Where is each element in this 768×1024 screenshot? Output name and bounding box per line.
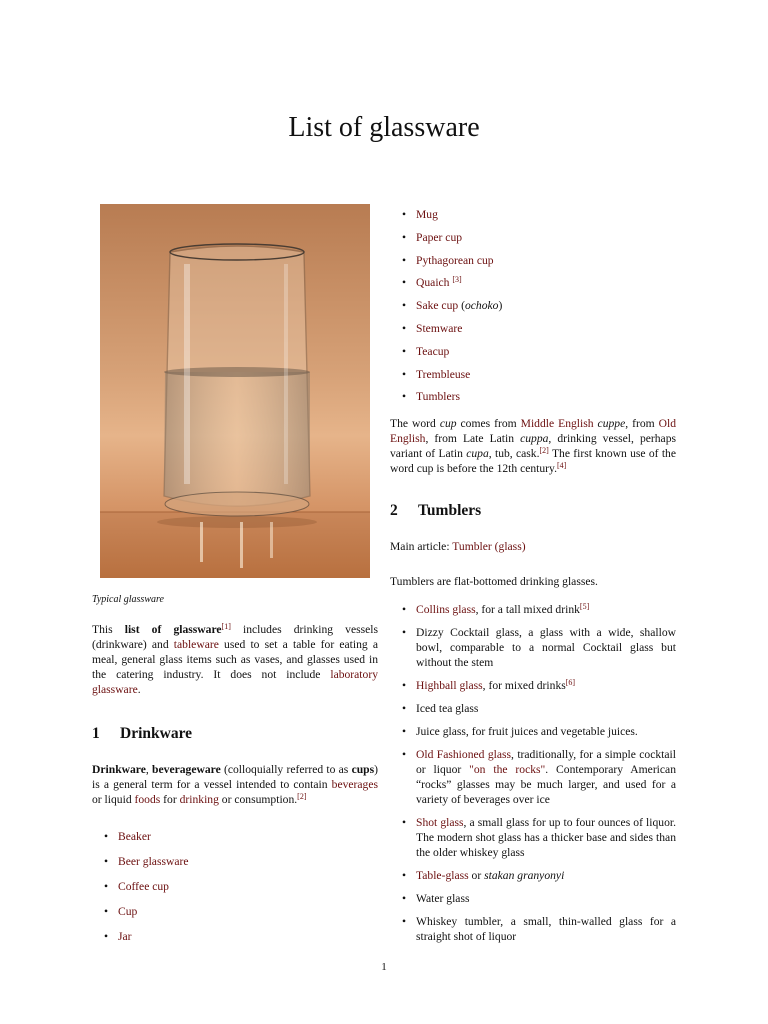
text: for xyxy=(160,793,180,806)
list-item: • Water glass xyxy=(390,891,676,906)
list-item-link[interactable]: Coffee cup xyxy=(118,880,169,893)
figure-caption: Typical glassware xyxy=(92,594,164,605)
text: or consumption. xyxy=(218,793,298,806)
bold-term: beverageware xyxy=(152,763,221,776)
list-item xyxy=(92,824,378,849)
highball-glass-link[interactable]: Highball glass xyxy=(416,679,483,692)
list-item-link[interactable]: Tumblers xyxy=(416,390,461,404)
italic-term: cup xyxy=(439,417,457,430)
text: , a small glass for up to four ounces of liquor. The modern shot glass has a thicker base and sides than the older whiskey glass xyxy=(416,816,676,859)
list-item xyxy=(390,272,676,295)
list-item: • Whiskey tumbler, a small, thin-walled glass for a straight shot of liquor xyxy=(390,914,676,944)
list-item xyxy=(390,227,676,250)
list-item xyxy=(92,924,378,949)
list-item-link[interactable]: Cup xyxy=(118,905,138,918)
section-number: 1 xyxy=(92,725,100,742)
glass-illustration xyxy=(100,204,370,578)
citation-link[interactable]: [5] xyxy=(579,602,590,611)
text: , from Late Latin xyxy=(425,432,521,445)
text: comes from xyxy=(456,417,521,430)
foods-link[interactable]: foods xyxy=(134,793,161,806)
drinking-link[interactable]: drinking xyxy=(179,793,219,806)
old-english-link[interactable]: Old English xyxy=(390,417,677,445)
text: Main article: xyxy=(390,540,453,553)
list-item xyxy=(92,849,378,874)
on-the-rocks-link[interactable]: "on the rocks" xyxy=(469,763,546,776)
cup-etymology-paragraph xyxy=(390,416,676,476)
list-item: • Dizzy Cocktail glass, a glass with a wide, shallow bowl, comparable to a normal Cocktail glass but without the stem xyxy=(390,625,676,670)
list-item-link[interactable]: Stemware xyxy=(416,321,463,335)
section-number: 2 xyxy=(390,502,398,519)
tumbler-main-article-link[interactable]: Tumbler (glass) xyxy=(452,540,526,553)
section-title: Tumblers xyxy=(418,502,482,519)
text: , tub, cask. xyxy=(488,447,540,460)
section-title: Drinkware xyxy=(120,725,193,742)
drinkware-paragraph xyxy=(92,762,378,807)
text: ) xyxy=(498,299,503,313)
list-item-link[interactable]: Beer glassware xyxy=(118,855,189,868)
list-item-link[interactable]: Beaker xyxy=(118,830,151,843)
bold-term: Drinkware xyxy=(92,763,146,776)
drinkware-list-left xyxy=(92,824,378,949)
list-item xyxy=(390,386,676,409)
tumblers-intro: Tumblers are flat-bottomed drinking glasses. xyxy=(390,575,598,588)
list-item-link[interactable]: Pythagorean cup xyxy=(416,253,494,267)
list-item xyxy=(390,678,676,693)
list-item xyxy=(390,250,676,273)
text: This xyxy=(92,623,125,636)
italic-term: ochoko xyxy=(464,299,499,313)
list-item xyxy=(92,899,378,924)
text: , traditionally, for a simple cocktail or liquor xyxy=(416,748,676,776)
list-item-link[interactable]: Sake cup xyxy=(416,299,459,313)
citation-link[interactable]: [1] xyxy=(221,622,231,631)
text: or liquid xyxy=(92,793,135,806)
citation-link[interactable]: [4] xyxy=(556,461,567,470)
list-item-link[interactable]: Mug xyxy=(416,208,438,221)
citation-link[interactable]: [3] xyxy=(452,275,462,285)
text: The first known use of the word cup is before the 12th century. xyxy=(390,447,676,475)
citation-link[interactable]: [6] xyxy=(565,678,576,687)
list-item xyxy=(92,874,378,899)
drinkware-list-right xyxy=(390,204,676,409)
intro-paragraph xyxy=(92,622,378,697)
list-item-link[interactable]: Jar xyxy=(118,930,132,943)
text: , xyxy=(145,763,153,776)
shot-glass-link[interactable]: Shot glass xyxy=(416,816,464,829)
tableware-link[interactable]: tableware xyxy=(173,638,219,651)
list-item xyxy=(390,602,676,617)
list-item xyxy=(390,295,676,318)
beverages-link[interactable]: beverages xyxy=(331,778,378,791)
middle-english-link[interactable]: Middle English xyxy=(520,417,594,430)
text: , drinking vessel, perhaps variant of Latin xyxy=(390,432,676,460)
text: , for a tall mixed drink xyxy=(475,603,580,616)
list-item: • Juice glass, for fruit juices and vegetable juices. xyxy=(390,724,676,739)
list-item xyxy=(390,364,676,387)
page-number: 1 xyxy=(381,961,387,973)
section-heading-drinkware xyxy=(92,724,192,744)
text: ( xyxy=(458,299,465,313)
bold-term: list of glassware xyxy=(124,623,222,636)
text: (colloquially referred to as xyxy=(220,763,352,776)
list-item-link[interactable]: Teacup xyxy=(416,344,450,358)
list-item xyxy=(390,868,676,883)
list-item xyxy=(390,815,676,860)
section-heading-tumblers xyxy=(390,501,481,521)
text: , from xyxy=(625,417,659,430)
list-item xyxy=(390,204,676,227)
list-item xyxy=(390,341,676,364)
list-item: • Iced tea glass xyxy=(390,701,676,716)
tumblers-list xyxy=(390,602,676,944)
text: used to set a table for eating a meal, general glass items such as vases, and glasses used in the catering industry. It does not include xyxy=(92,638,378,681)
list-item-link[interactable]: Quaich xyxy=(416,276,450,290)
italic-term: cuppe xyxy=(597,417,626,430)
main-article-note xyxy=(390,539,676,554)
list-item-link[interactable]: Paper cup xyxy=(416,230,463,244)
table-glass-link[interactable]: Table-glass xyxy=(416,869,469,882)
italic-term: cupa xyxy=(466,447,489,460)
text: includes drinking vessels (drinkware) and xyxy=(92,623,378,651)
text: The word xyxy=(390,417,440,430)
old-fashioned-glass-link[interactable]: Old Fashioned glass xyxy=(416,748,512,761)
laboratory-glassware-link[interactable]: laboratory glassware xyxy=(92,668,378,696)
list-item xyxy=(390,747,676,807)
list-item xyxy=(390,318,676,341)
text: or xyxy=(468,869,485,882)
text: . xyxy=(137,683,141,696)
text: ) is a general term for a vessel intended to contain xyxy=(92,763,379,791)
citation-link[interactable]: [2] xyxy=(539,446,549,455)
text: , for mixed drinks xyxy=(482,679,566,692)
text: . Contemporary American “rocks” glasses may be much larger, and used for a variety of beverages over ice xyxy=(416,763,676,806)
list-item-link[interactable]: Trembleuse xyxy=(416,367,471,381)
bold-term: cups xyxy=(351,763,375,776)
page-title: List of glassware xyxy=(288,112,480,143)
glassware-photo xyxy=(100,204,370,578)
italic-term: cuppa xyxy=(520,432,549,445)
italic-term: stakan granyonyi xyxy=(484,869,565,882)
collins-glass-link[interactable]: Collins glass xyxy=(416,603,476,616)
citation-link[interactable]: [2] xyxy=(297,792,307,801)
